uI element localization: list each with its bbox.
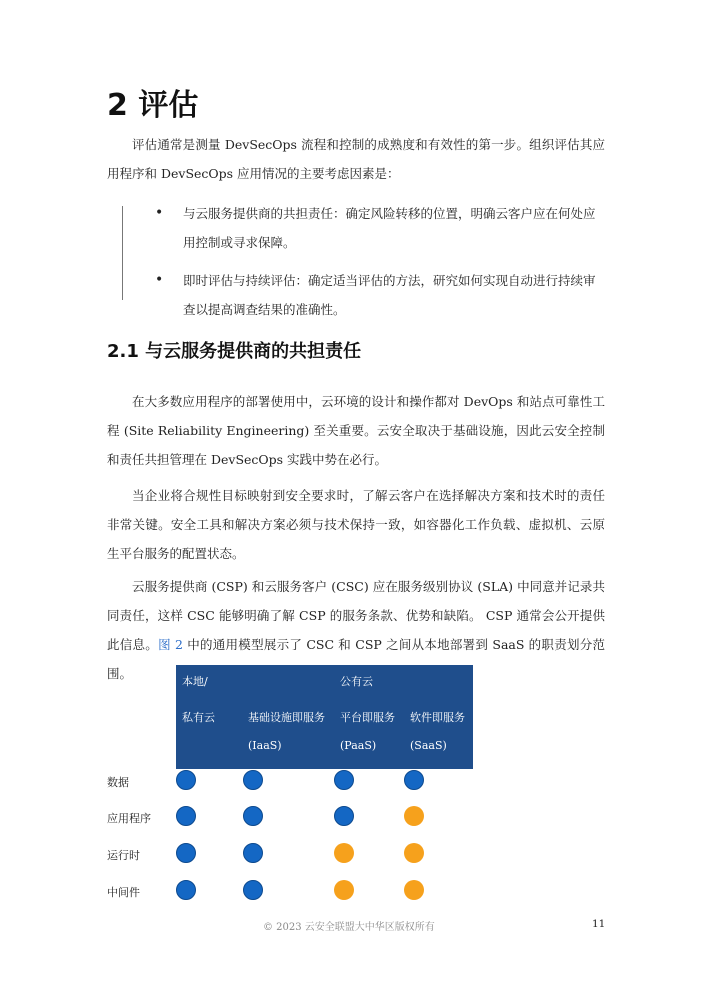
customer-responsibility-dot [176, 880, 196, 900]
row-label: 应用程序 [107, 812, 151, 825]
provider-responsibility-dot [404, 806, 424, 826]
row-label: 数据 [107, 776, 129, 789]
customer-responsibility-dot [334, 770, 354, 790]
paragraph-3-main: 云服务提供商 (CSP) 和云服务客户 (CSC) 应在服务级别协议 (SLA) 中同意并记录共同责任，这样 CSC 能够明确了解 CSP 的服务条款、优势和缺陷。 CSP 通常会公开提供此信息。 [107, 579, 605, 652]
col-saas-abbr: (SaaS) [410, 739, 447, 752]
customer-responsibility-dot [243, 880, 263, 900]
provider-responsibility-dot [334, 843, 354, 863]
customer-responsibility-dot [334, 806, 354, 826]
bullet-item [155, 266, 605, 324]
subsection-heading: 2.1 与云服务提供商的共担责任 [107, 341, 362, 362]
bullet-text: 与云服务提供商的共担责任：确定风险转移的位置，明确云客户应在何处应用控制或寻求保障。 [183, 206, 596, 250]
paragraph-2: 当企业将合规性目标映射到安全要求时，了解云客户在选择解决方案和技术时的责任非常关键。安全工具和解决方案必须与技术保持一致，如容器化工作负载、虚拟机、云原生平台服务的配置状态。 [107, 488, 605, 561]
provider-responsibility-dot [334, 880, 354, 900]
bullet-dot-icon: • [155, 205, 164, 221]
customer-responsibility-dot [176, 843, 196, 863]
customer-responsibility-dot [243, 806, 263, 826]
col-onprem-bottom: 私有云 [182, 711, 215, 724]
provider-responsibility-dot [404, 880, 424, 900]
section-heading: 2 评估 [107, 88, 199, 123]
row-label: 运行时 [107, 849, 140, 862]
bullet-text: 即时评估与持续评估：确定适当评估的方法，研究如何实现自动进行持续审查以提高调查结果的准确性。 [183, 273, 596, 317]
col-paas: 平台即服务 [340, 711, 395, 724]
group-public-cloud: 公有云 [340, 675, 373, 688]
provider-responsibility-dot [404, 843, 424, 863]
col-saas: 软件即服务 [410, 711, 465, 724]
responsibility-table-header [176, 665, 473, 769]
quote-bar [122, 206, 123, 300]
figure-link[interactable]: 图 2 [158, 637, 184, 652]
customer-responsibility-dot [176, 770, 196, 790]
customer-responsibility-dot [176, 806, 196, 826]
paragraph-3-tail: 中的通用模型展示了 CSC 和 CSP 之间从本地部署到 SaaS 的职责划分范围。 [107, 637, 605, 681]
col-onprem-top: 本地/ [182, 675, 208, 688]
customer-responsibility-dot [243, 770, 263, 790]
col-iaas: 基础设施即服务 [248, 711, 325, 724]
page-number: 11 [592, 918, 606, 930]
col-iaas-abbr: (IaaS) [248, 739, 282, 752]
bullet-item [155, 199, 605, 257]
paragraph-1: 在大多数应用程序的部署使用中，云环境的设计和操作都对 DevOps 和站点可靠性工程 (Site Reliability Engineering) 至关重要。云安全取决于基础设施，因此云安全控制和责任共担管理在 DevSecOps 实践中势在必行。 [107, 394, 605, 467]
bullet-dot-icon: • [155, 272, 164, 288]
col-paas-abbr: (PaaS) [340, 739, 377, 752]
copyright-footer: © 2023 云安全联盟大中华区版权所有 [263, 922, 435, 933]
customer-responsibility-dot [404, 770, 424, 790]
customer-responsibility-dot [243, 843, 263, 863]
intro-paragraph: 评估通常是测量 DevSecOps 流程和控制的成熟度和有效性的第一步。组织评估其应用程序和 DevSecOps 应用情况的主要考虑因素是： [107, 137, 605, 181]
row-label: 中间件 [107, 886, 140, 899]
